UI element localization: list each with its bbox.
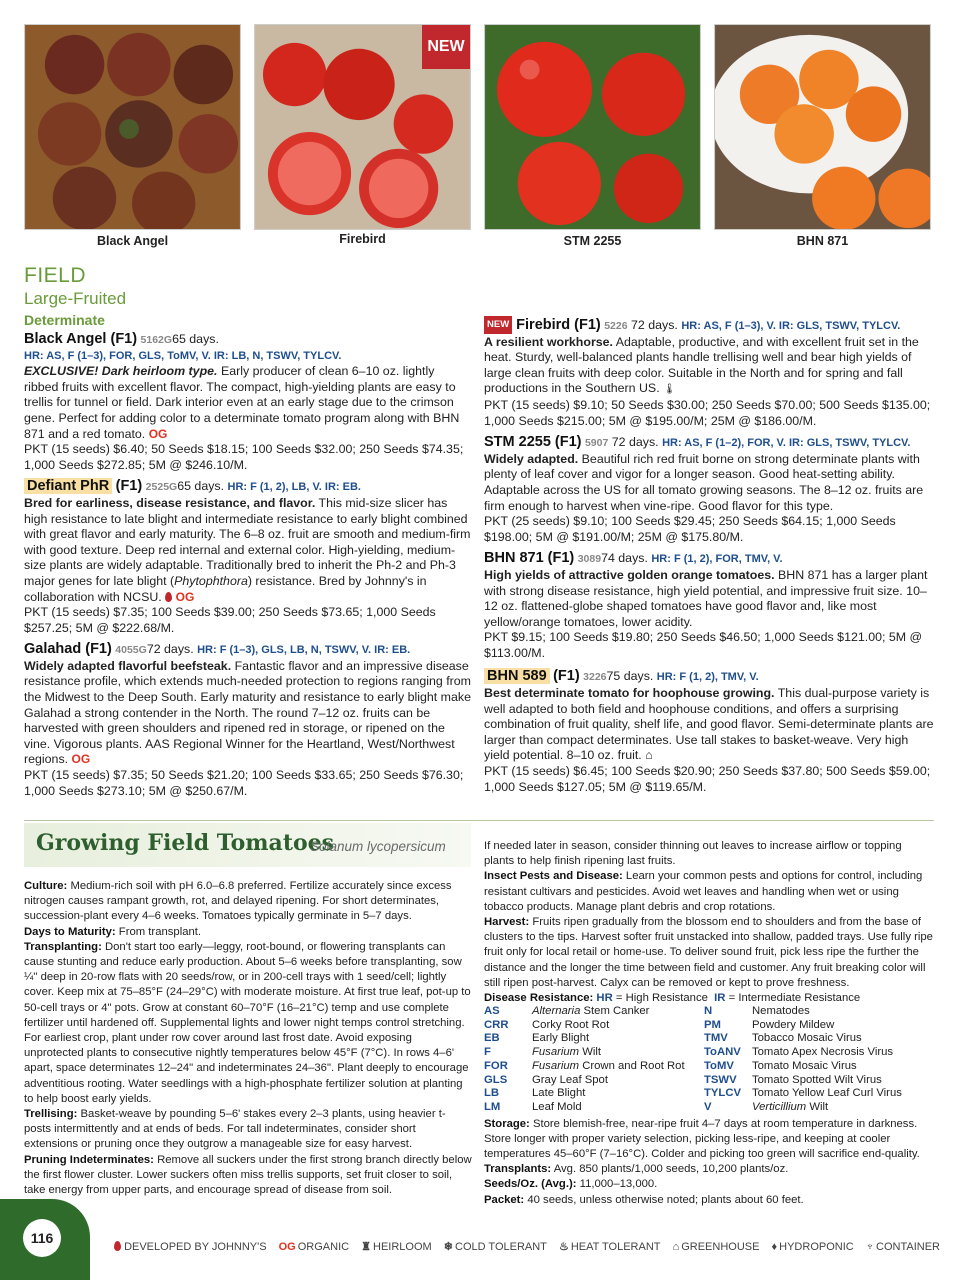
thermometer-icon: ♨	[558, 1241, 569, 1253]
disease-resistance-heading: Disease Resistance: HR = High Resistance IR = Intermediate Resistance	[484, 992, 861, 1005]
section-divider	[24, 820, 934, 821]
thinning-paragraph: If needed later in season, consider thinning out leaves to increase airflow or topping plants to help finish ripening last fruits.	[484, 840, 902, 868]
product-code: 3226	[583, 671, 607, 684]
description: This dual-purpose variety is well adapted to both field and hoophouse conditions, and offers a surprising combination of fruit quality, shelf life, and good flavor. Semi-determinate plants are larger than compact determinates. Use tall stakes to basket-weave. Very high yield potential. 8–10 oz. fruit.	[484, 686, 934, 763]
variety-stm-2255	[484, 435, 934, 545]
product-code: 2525G	[145, 481, 178, 494]
days: 72 days.	[611, 435, 659, 450]
section-subtitle: Large-Fruited	[24, 289, 127, 308]
disease-row: GLS Gray Leaf Spot TSWV Tomato Spotted Wilt Virus	[484, 1073, 882, 1086]
packet-paragraph: Packet: 40 seeds, unless otherwise noted; plants about 60 feet.	[484, 1193, 804, 1206]
page-number: 116	[23, 1219, 61, 1257]
disease-table	[484, 1005, 934, 1115]
trellising-paragraph: Trellising: Basket-weave by pounding 5–6' stakes every 2–3 plants, using heavier t-posts intermittently and at ends of beds. For tall indeterminates, consider short extensions or pruning once they outgrow a manageable size for easy harvest.	[24, 1108, 446, 1151]
lead: Best determinate tomato for hoophouse growing.	[484, 686, 775, 701]
resistance-codes: HR: F (1–3), GLS, LB, N, TSWV, V. IR: EB.	[197, 644, 411, 657]
prices: PKT (15 seeds) $9.10; 50 Seeds $30.00; 250 Seeds $70.00; 500 Seeds $135.00; 1,000 Seeds $215.00; 5M @ $195.00/M; 25M @ $186.00/M.	[484, 397, 931, 428]
stm-2255-image	[485, 25, 700, 229]
product-code: 5162G	[140, 334, 173, 346]
product-code: 5907	[584, 437, 609, 450]
left-column	[24, 332, 472, 805]
drop-icon	[114, 1241, 121, 1251]
disease-row: F Fusarium Wilt ToANV Tomato Apex Necrosis Virus	[484, 1046, 894, 1059]
heirloom-icon: ♜	[361, 1241, 372, 1253]
disease-row: AS Alternaria Stem Canker N Nematodes	[484, 1005, 810, 1018]
photo-bhn-871	[714, 24, 931, 230]
caption-black-angel: Black Angel	[96, 234, 169, 248]
product-code: 5226	[604, 320, 628, 332]
prices: PKT $9.15; 100 Seeds $19.80; 250 Seeds $46.50; 1,000 Seeds $121.00; 5M @ $113.00/M.	[484, 630, 923, 660]
description-a: This mid-size slicer has high resistance to late blight and intermediate resistance to early blight combined with great flavor and early maturity. The 6–8 oz. fruit are smooth and medium-firm with good texture. Deep red internal and external color. High-yielding, medium-size plants are widely adaptable. Traditionally bred to inherit the Ph-2 and Ph-3 major genes for late blight (	[24, 495, 471, 588]
container-icon: ♆	[865, 1241, 875, 1253]
greenhouse-icon: ⌂	[672, 1241, 680, 1253]
resistance-codes: HR: F (1, 2), LB, V. IR: EB.	[227, 481, 361, 494]
seeds-per-oz-paragraph: Seeds/Oz. (Avg.): 11,000–13,000.	[484, 1178, 658, 1191]
variety-suffix: (F1)	[115, 478, 143, 495]
prices: PKT (25 seeds) $9.10; 100 Seeds $29.45; 250 Seeds $64.15; 1,000 Seeds $198.00; 5M @ $191.00/M; 25M @ $175.80/M.	[484, 514, 896, 544]
prices: PKT (15 seeds) $7.35; 50 Seeds $21.20; 100 Seeds $33.65; 250 Seeds $76.30; 1,000 Seeds $273.10; 5M @ $250.67/M.	[24, 768, 464, 798]
days: 75 days.	[606, 669, 654, 684]
caption-bhn-871: BHN 871	[796, 234, 849, 248]
days: 72 days.	[146, 642, 194, 657]
harvest-paragraph: Harvest: Fruits ripen gradually from the blossom end to shoulders and from the base of clusters to the tips. Harvest softer fruit unstacked into shallow, padded trays. Use fully ripe fruit only for local retail or home-use. To deliver sound fruit, pick less ripe the further the distance and the longer the time between field and customer. Any fruit breaking color will still ripen post-harvest. Calyx can be removed or kept to prove freshness.	[484, 916, 933, 989]
disease-row: LB Late Blight TYLCV Tomato Yellow Leaf Curl Virus	[484, 1087, 902, 1100]
variety-firebird	[484, 316, 934, 429]
product-code: 4055G	[115, 644, 147, 657]
growing-latin-name: Solanum lycopersicum	[310, 839, 446, 854]
days: 65 days.	[177, 479, 225, 494]
variety-defiant	[24, 479, 472, 636]
disease-row: CRR Corky Root Rot PM Powdery Mildew	[484, 1018, 835, 1031]
description-b: ) resistance. Bred by Johnny's in collaboration with NCSU.	[24, 573, 427, 604]
variety-name: Galahad (F1)	[24, 641, 112, 658]
variety-name: STM 2255 (F1)	[484, 434, 582, 451]
category-heading: Determinate	[24, 312, 105, 328]
variety-bhn-871	[484, 551, 934, 661]
new-badge: NEW	[422, 25, 470, 69]
disease-row: LM Leaf Mold V Verticillium Wilt	[484, 1100, 829, 1113]
photo-stm-2255	[484, 24, 701, 230]
lead: Widely adapted flavorful beefsteak.	[24, 658, 232, 673]
caption-firebird: Firebird	[339, 232, 386, 246]
growing-left-column	[24, 879, 472, 1198]
developed-by-johnnys-icon	[165, 592, 172, 602]
prices: PKT (15 seeds) $6.45; 100 Seeds $20.90; 250 Seeds $37.80; 500 Seeds $59.00; 1,000 Seeds $127.05; 5M @ $119.65/M.	[484, 764, 931, 794]
description: Early producer of clean 6–10 oz. lightly ribbed fruits with excellent flavor. The compact, high-yielding plants are easy to trellis for tunnel or field. Dark interior even at an early stage due to the crimson gene. Perfect for adding color to a determinate tomato program along with BHN 871 and a red tomato.	[24, 364, 460, 441]
legend-developed-by-johnnys: DEVELOPED BY JOHNNY'S	[114, 1241, 267, 1253]
black-angel-image	[25, 25, 240, 229]
resistance-codes: HR: F (1, 2), TMV, V.	[656, 671, 759, 684]
icon-legend	[114, 1240, 940, 1253]
legend-heirloom: ♜ HEIRLOOM	[361, 1241, 432, 1253]
og-icon: OG	[278, 1241, 296, 1253]
transplanting-paragraph: Transplanting: Don't start too early—leggy, root-bound, or flowering transplants can cause stunting and reduce early production. About 5–6 weeks before transplanting, sow ¼" deep in 20-row flats with 20 seeds/row, or in 200-cell trays with 1 seed/cell; lightly cover. Keep mix at 75–85°F (24–29°C) with moderate moisture. At first true leaf, pot-up to 50-cell trays or 4" pots. Grow at constant 60–70°F (16–21°C) temp and use complete fertilizer until hardened off. Supplemental lights and lower night temps control stretching. For earliest crop, plant under row cover around last frost date. Avoid exposing unprotected plants to consecutive nightly temperatures below 45°F (7°C). In rows 4–6' apart, space determinates 12–24" and indeterminates 24–36". Plant deeply to encourage adventitious rooting. Water seedlings with a high-phosphate fertilizer solution at planting to help boost early yields.	[24, 940, 471, 1105]
disease-row: FOR Fusarium Crown and Root Rot ToMV Tomato Mosaic Virus	[484, 1059, 857, 1072]
growing-title: Growing Field Tomatoes	[36, 830, 335, 856]
resistance-codes: HR: AS, F (1–3), FOR, GLS, ToMV, V. IR: LB, N, TSWV, TYLCV.	[24, 349, 342, 362]
variety-name: Black Angel (F1)	[24, 331, 138, 347]
legend-organic: OG ORGANIC	[278, 1241, 350, 1253]
storage-paragraph: Storage: Store blemish-free, near-ripe fruit 4–7 days at room temperature in darkness. Store longer with proper variety selection, picking less-ripe, and keeping at cooler temperatures 45–60°F (7–16°C). Colder and picking too green will sacrifice end-quality.	[484, 1117, 920, 1161]
variety-black-angel	[24, 332, 472, 473]
lead: Widely adapted.	[484, 451, 579, 466]
caption-stm-2255: STM 2255	[563, 234, 622, 248]
variety-name: Firebird (F1)	[516, 317, 601, 333]
days-to-maturity-paragraph: Days to Maturity: From transplant.	[24, 925, 202, 938]
days: 65 days.	[172, 332, 219, 346]
organic-icon: OG	[148, 426, 168, 441]
lead: A resilient workhorse.	[484, 334, 613, 349]
legend-cold-tolerant: ❄ COLD TOLERANT	[443, 1241, 547, 1253]
disease-row: EB Early Blight TMV Tobacco Mosaic Virus	[484, 1032, 862, 1045]
section-title: FIELD	[24, 264, 87, 287]
description: Adaptable, productive, and with excellent fruit set in the heat. Sturdy, well-balanced plants handle trellising well and bear high yields of large clean fruits with deep color. Suitable in the North and for spring and fall productions in the Southern US.	[484, 334, 919, 396]
days: 72 days.	[631, 318, 678, 332]
description: Fantastic flavor and an impressive disease resistance profile, which extends much-needed protection to regions ranging from the Midwest to the Deep South. Early maturity and resistance to early blight make Galahad a strong contender in the North. The round 7–12 oz. fruits can be harvested with green shoulders and ripened red in storage, or ripened on the vine. Vigorous plants. AAS Regional Winner for the Heartland, West/Northwest regions.	[24, 658, 471, 767]
heat-tolerant-icon: 🌡	[663, 384, 676, 396]
legend-container: ♆ CONTAINER	[865, 1241, 940, 1253]
prices: PKT (15 seeds) $7.35; 100 Seeds $39.00; 250 Seeds $73.65; 1,000 Seeds $257.25; 5M @ $222.68/M.	[24, 605, 436, 635]
resistance-codes: HR: F (1, 2), FOR, TMV, V.	[651, 553, 783, 566]
organic-icon: OG	[71, 752, 91, 767]
culture-paragraph: Culture: Medium-rich soil with pH 6.0–6.8 preferred. Fertilize accurately since excess nitrogen causes rampant growth, rot, and delayed ripening. For short determinates, succession-plant every 4–6 weeks. Tomatoes typically germinate in 5–7 days.	[24, 880, 452, 923]
snowflake-icon: ❄	[443, 1241, 453, 1253]
photo-black-angel	[24, 24, 241, 230]
lead: EXCLUSIVE! Dark heirloom type.	[24, 364, 218, 379]
description-italic: Phytophthora	[174, 573, 248, 588]
bhn-871-image	[715, 25, 930, 229]
pruning-paragraph: Pruning Indeterminates: Remove all suckers under the first strong branch directly below the first flower cluster. Lower suckers often miss trellis supports, set fruit closer to soil, take energy from upper parts, and encourage spread of disease from soil.	[24, 1153, 472, 1197]
description: Beautiful rich red fruit borne on strong determinate plants with plenty of leaf cover and vigor for a longer season. Good heat-setting ability. Adaptable across the US for all tomato growing seasons. The 8–12 oz. fruits are firm enough to harvest when vine-ripe. Good flavor for this type.	[484, 451, 924, 513]
pests-paragraph: Insect Pests and Disease: Learn your common pests and options for control, including resistant cultivars and pesticides. Avoid wet leaves and handling when wet or using tobacco products. Manage plant debris and crop rotations.	[484, 870, 923, 913]
variety-name: Defiant PhR	[24, 478, 112, 494]
resistance-codes: HR: AS, F (1–2), FOR, V. IR: GLS, TSWV, TYLCV.	[662, 437, 911, 450]
variety-bhn-589	[484, 669, 934, 795]
prices: PKT (15 seeds) $6.40; 50 Seeds $18.15; 100 Seeds $32.00; 250 Seeds $74.35; 1,000 Seeds $272.85; 5M @ $246.10/M.	[24, 442, 464, 472]
lead: High yields of attractive golden orange tomatoes.	[484, 567, 775, 582]
greenhouse-icon: ⌂	[645, 748, 653, 763]
growing-right-column	[484, 839, 934, 1208]
variety-galahad	[24, 642, 472, 799]
lead: Bred for earliness, disease resistance, and flavor.	[24, 495, 316, 510]
legend-heat-tolerant: ♨ HEAT TOLERANT	[558, 1241, 661, 1253]
resistance-codes: HR: AS, F (1–3), V. IR: GLS, TSWV, TYLCV.	[681, 320, 901, 332]
legend-greenhouse: ⌂ GREENHOUSE	[672, 1241, 760, 1253]
legend-hydroponic: ♦ HYDROPONIC	[771, 1241, 854, 1253]
product-code: 3089	[577, 553, 602, 566]
new-badge: NEW	[484, 316, 512, 334]
organic-icon: OG	[175, 589, 195, 604]
droplet-icon: ♦	[771, 1241, 778, 1253]
variety-name: BHN 871 (F1)	[484, 550, 575, 567]
variety-name: BHN 589	[484, 668, 550, 684]
variety-suffix: (F1)	[553, 668, 580, 685]
transplants-paragraph: Transplants: Avg. 850 plants/1,000 seeds, 10,200 plants/oz.	[484, 1163, 789, 1176]
photo-firebird	[254, 24, 471, 230]
description: BHN 871 has a larger plant with strong disease resistance, high yield potential, and impressive fruit size. 10–12 oz. flattened-globe shaped tomatoes have good flavor and, like most yellow/orange tomatoes, lower acidity.	[484, 567, 928, 629]
right-column	[484, 316, 934, 801]
days: 74 days.	[601, 551, 648, 566]
